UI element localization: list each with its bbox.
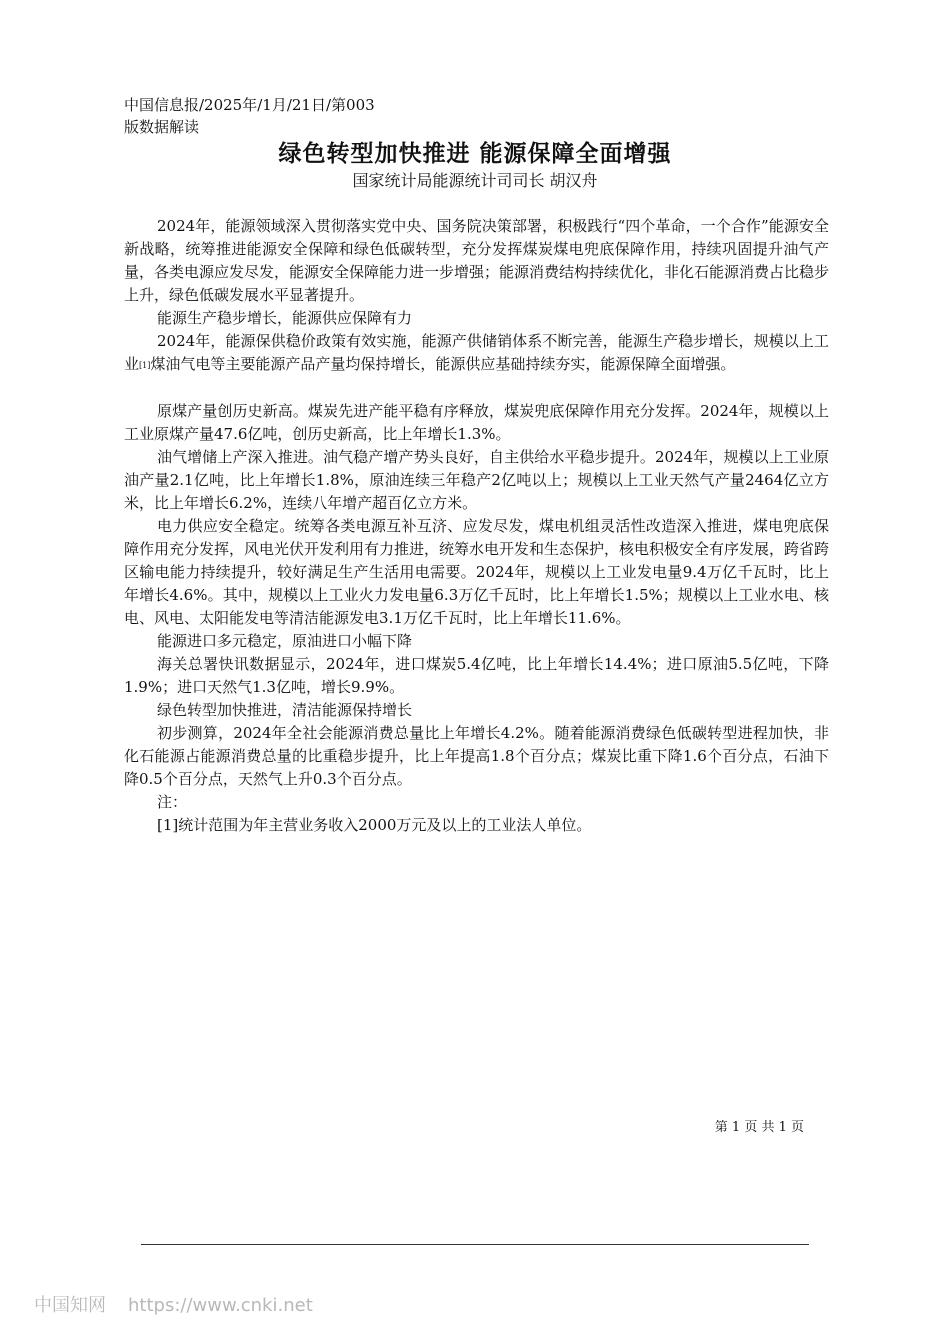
source-line-1: 中国信息报/2025年/1月/21日/第003 [124,96,375,114]
paragraph-imports: 海关总署快讯数据显示，2024年，进口煤炭5.4亿吨，比上年增长14.4%；进口原油5.5亿吨，下降1.9%；进口天然气1.3亿吨，增长9.9%。 [124,655,829,696]
section-heading-imports: 能源进口多元稳定，原油进口小幅下降 [157,632,413,650]
watermark-brand: 中国知网 [34,1295,106,1316]
footer-divider [141,1244,809,1245]
article-author: 国家统计局能源统计司司长 胡汉舟 [352,171,598,190]
paragraph-production-part-b: 煤油气电等主要能源产品产量均保持增长，能源供应基础持续夯实，能源保障全面增强。 [150,355,736,373]
paragraph-production [124,330,829,377]
source-line-2: 版数据解读 [124,118,200,136]
note-label: 注： [157,793,188,811]
paragraph-electricity: 电力供应安全稳定。统筹各类电源互补互济、应发尽发，煤电机组灵活性改造深入推进，煤电兜底保障作用充分发挥，风电光伏开发利用有力推进，统筹水电开发和生态保护，核电积极安全有序发展，跨省跨区输电能力持续提升，较好满足生产生活用电需要。2024年，规模以上工业发电量9.4万亿千瓦时，比上年增长4.6%。其中，规模以上工业火力发电量6.3万亿千瓦时，比上年增长1.5%；规模以上工业水电、核电、风电、太阳能发电等清洁能源发电3.1万亿千瓦时，比上年增长11.6%。 [124,517,830,627]
paragraph-transition: 初步测算，2024年全社会能源消费总量比上年增长4.2%。随着能源消费绿色低碳转型进程加快，非化石能源占能源消费总量的比重稳步提升，比上年提高1.8个百分点；煤炭比重下降1.6个百分点，石油下降0.5个百分点，天然气上升0.3个百分点。 [124,724,829,788]
footnote-reference[interactable]: [1] [139,361,151,370]
section-heading-production: 能源生产稳步增长，能源供应保障有力 [157,309,413,327]
source-header [124,94,544,138]
footnote-1: [1]统计范围为年主营业务收入2000万元及以上的工业法人单位。 [157,816,592,834]
paragraph-coal: 原煤产量创历史新高。煤炭先进产能平稳有序释放，煤炭兜底保障作用充分发挥。2024年，规模以上工业原煤产量47.6亿吨，创历史新高，比上年增长1.3%。 [124,402,829,443]
paragraph-oil-gas: 油气增储上产深入推进。油气稳产增产势头良好，自主供给水平稳步提升。2024年，规模以上工业原油产量2.1亿吨，比上年增长1.8%，原油连续三年稳产2亿吨以上；规模以上工业天然气产量2464亿立方米，比上年增长6.2%，连续八年增产超百亿立方米。 [124,448,829,512]
cnki-watermark [34,1294,313,1318]
article-body [124,215,829,837]
section-heading-transition: 绿色转型加快推进，清洁能源保持增长 [157,701,413,719]
paragraph-intro: 2024年，能源领域深入贯彻落实党中央、国务院决策部署，积极践行“四个革命，一个合作”能源安全新战略，统筹推进能源安全保障和绿色低碳转型，充分发挥煤炭煤电兜底保障作用，持续巩固提升油气产量，各类电源应发尽发，能源安全保障能力进一步增强；能源消费结构持续优化，非化石能源消费占比稳步上升，绿色低碳发展水平显著提升。 [124,217,830,304]
page-counter: 第 1 页 共 1 页 [714,1120,804,1135]
article-title: 绿色转型加快推进 能源保障全面增强 [278,141,672,167]
watermark-url: https://www.cnki.net [128,1295,313,1316]
paragraph-production-part-a: 2024年，能源保供稳价政策有效实施，能源产供储销体系不断完善，能源生产稳步增长，规模以上工业 [124,332,829,373]
